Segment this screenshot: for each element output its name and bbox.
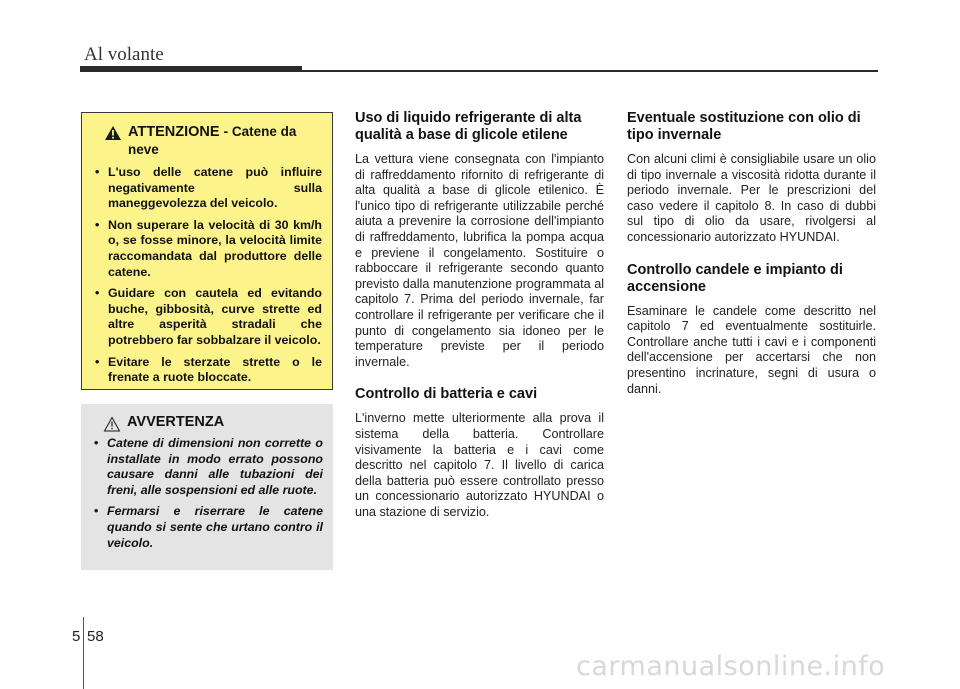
warning-title-main: ATTENZIONE [128, 124, 220, 140]
warning-title-sub: - Catene da neve [128, 124, 297, 157]
warning-list [92, 165, 322, 386]
header-rule-thick [80, 66, 302, 72]
section-heading: Uso di liquido refrigerante di alta qualità a base di glicole etilene [355, 110, 582, 143]
section-body: La vettura viene consegnata con l'impianto di raffreddamento rifornito di refrigerante di alta qualità a base di glicole etilenico. È l'unico tipo di refrigerante utilizzabile perché aiuta a prevenire la corrosione dell'impianto di raffreddamento, lubrifica la pompa acqua e previene il congelamento. Sostituire o rabboccare il refrigerante secondo quanto previsto dalla manutenzione programmata al capitolo 7. Prima del periodo invernale, far controllare il refrigerante per verificare che il punto di congelamento sia idoneo per le temperature previste per il periodo invernale. [355, 152, 604, 369]
right-column [627, 110, 876, 413]
chapter-number: 5 [72, 628, 81, 645]
warning-item: • Evitare le sterzate strette o le frenate a ruote bloccate. [92, 355, 322, 386]
caution-item: • Fermarsi e riserrare le catene quando si sente che urtano contro il veicolo. [91, 504, 323, 551]
warning-item: • Guidare con cautela ed evitando buche, gibbosità, curve strette ed altre asperità stradali che potrebbero far sobbalzare il veicolo. [92, 286, 322, 348]
section-title: Al volante [84, 44, 164, 65]
caution-list [91, 436, 323, 551]
caution-box [81, 404, 333, 570]
warning-triangle-filled-icon [104, 125, 122, 141]
watermark: carmanualsonline.info [576, 651, 886, 682]
section-heading: Controllo di batteria e cavi [355, 386, 538, 403]
warning-box-header [104, 123, 322, 159]
caution-box-header [103, 414, 323, 432]
header-rule-thin [302, 70, 878, 72]
section-heading: Controllo candele e impianto di accensione [627, 261, 843, 295]
section-body: Con alcuni climi è consigliabile usare un olio di tipo invernale a viscosità ridotta durante il periodo invernale. Per le prescrizioni del caso vedere il capitolo 8. In caso di dubbi sul tipo di olio da usare, rivolgersi al concessionario autorizzato HYUNDAI. [627, 152, 876, 244]
section-heading: Eventuale sostituzione con olio di tipo invernale [627, 110, 861, 143]
middle-column [355, 110, 604, 536]
footer-divider [83, 617, 84, 689]
section-body: L'inverno mette ulteriormente alla prova il sistema della batteria. Controllare visivamente la batteria e i cavi come descritto nel capitolo 7. Il livello di carica della batteria può essere controllato presso un concessionario autorizzato HYUNDAI o una stazione di servizio. [355, 411, 604, 519]
warning-item: • L'uso delle catene può influire negativamente sulla maneggevolezza del veicolo. [92, 165, 322, 212]
caution-item: • Catene di dimensioni non corrette o installate in modo errato possono causare danni alle tubazioni dei freni, alle sospensioni ed alle ruote. [91, 436, 323, 498]
warning-title [128, 123, 322, 159]
warning-box [81, 112, 333, 390]
warning-triangle-outline-icon [103, 416, 121, 432]
warning-item: • Non superare la velocità di 30 km/h o, se fosse minore, la velocità limite raccomandata dal produttore delle catene. [92, 218, 322, 280]
page-number: 58 [87, 628, 104, 645]
caution-title: AVVERTENZA [127, 414, 225, 430]
section-body: Esaminare le candele come descritto nel capitolo 7 ed eventualmente sostituirle. Controllare anche tutti i cavi e i componenti dell'accensione per accertarsi che non presentino incrinature, segni di usura o danni. [627, 303, 876, 396]
